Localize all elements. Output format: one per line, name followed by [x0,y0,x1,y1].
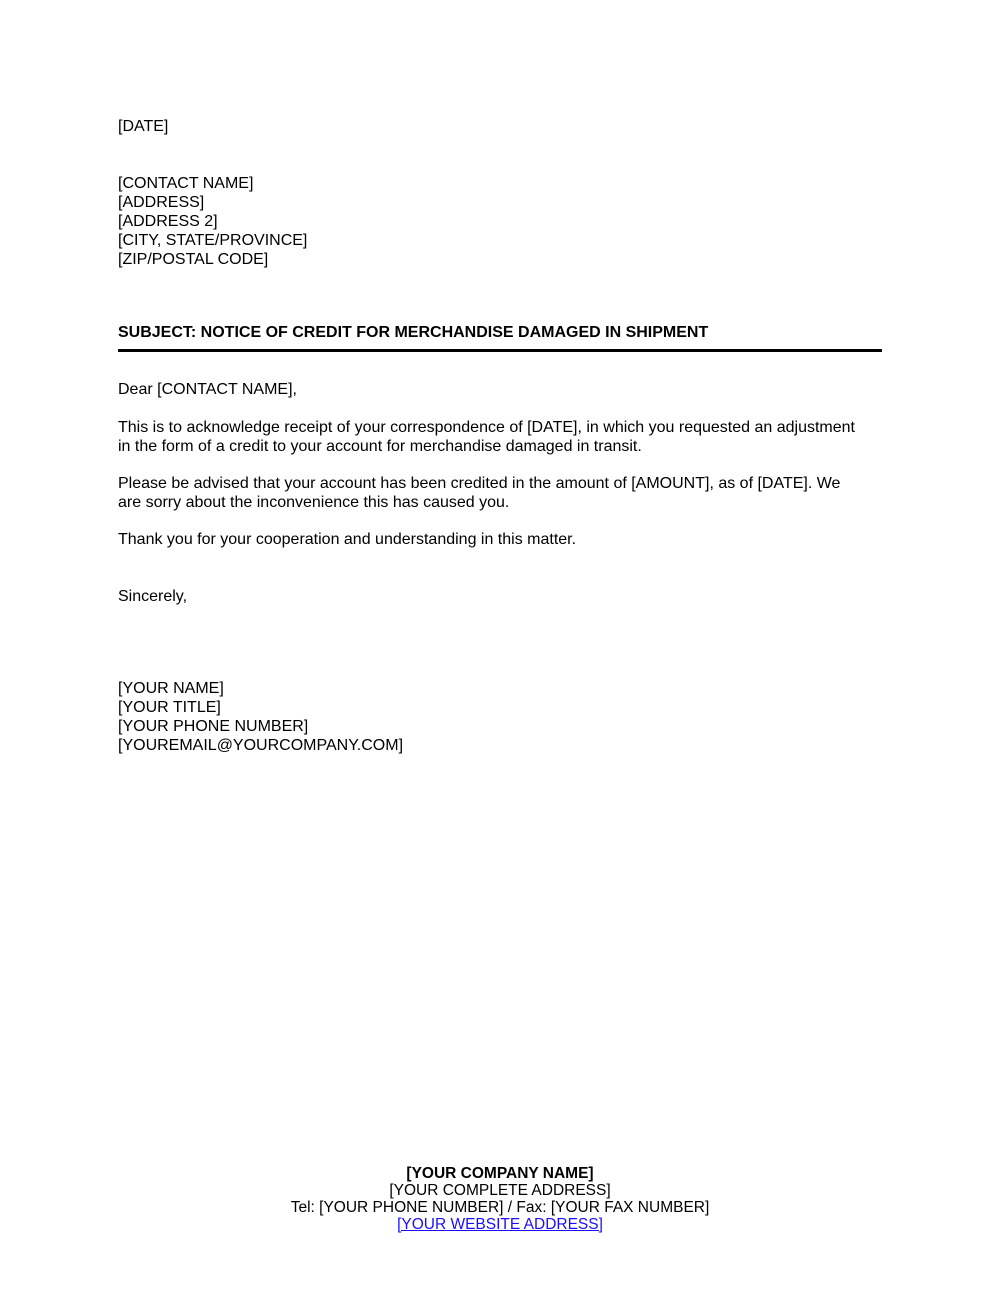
recipient-address-line-1: [ADDRESS] [118,194,205,211]
body-paragraph-2 [118,474,888,512]
recipient-zip: [ZIP/POSTAL CODE] [118,251,269,268]
footer-company-name: [YOUR COMPANY NAME] [406,1165,594,1182]
signer-email: [YOUREMAIL@YOURCOMPANY.COM] [118,737,404,754]
recipient-city-state: [CITY, STATE/PROVINCE] [118,232,308,249]
signer-title: [YOUR TITLE] [118,699,221,716]
paragraph-line: are sorry about the inconvenience this has caused you. [118,494,510,511]
subject-divider [118,349,882,352]
signer-name: [YOUR NAME] [118,680,224,697]
subject-line: SUBJECT: NOTICE OF CREDIT FOR MERCHANDISE DAMAGED IN SHIPMENT [118,324,709,341]
salutation: Dear [CONTACT NAME], [118,381,297,398]
closing: Sincerely, [118,588,188,605]
footer-address: [YOUR COMPLETE ADDRESS] [389,1182,611,1199]
body-paragraph-1 [118,418,888,456]
recipient-address-line-2: [ADDRESS 2] [118,213,218,230]
paragraph-line: in the form of a credit to your account for merchandise damaged in transit. [118,438,642,455]
body-paragraph-3 [118,530,888,549]
paragraph-line: This is to acknowledge receipt of your correspondence of [DATE], in which you requested an adjustment [118,419,855,436]
letter-date: [DATE] [118,118,169,135]
paragraph-line: Please be advised that your account has been credited in the amount of [AMOUNT], as of [DATE]. We [118,475,841,492]
company-footer [0,1164,1000,1234]
footer-contact: Tel: [YOUR PHONE NUMBER] / Fax: [YOUR FAX NUMBER] [290,1199,710,1216]
footer-website-link[interactable]: [YOUR WEBSITE ADDRESS] [397,1216,603,1233]
signature-block [118,679,403,755]
paragraph-line: Thank you for your cooperation and understanding in this matter. [118,531,577,548]
recipient-address [118,174,307,269]
signer-phone: [YOUR PHONE NUMBER] [118,718,309,735]
recipient-name: [CONTACT NAME] [118,175,254,192]
